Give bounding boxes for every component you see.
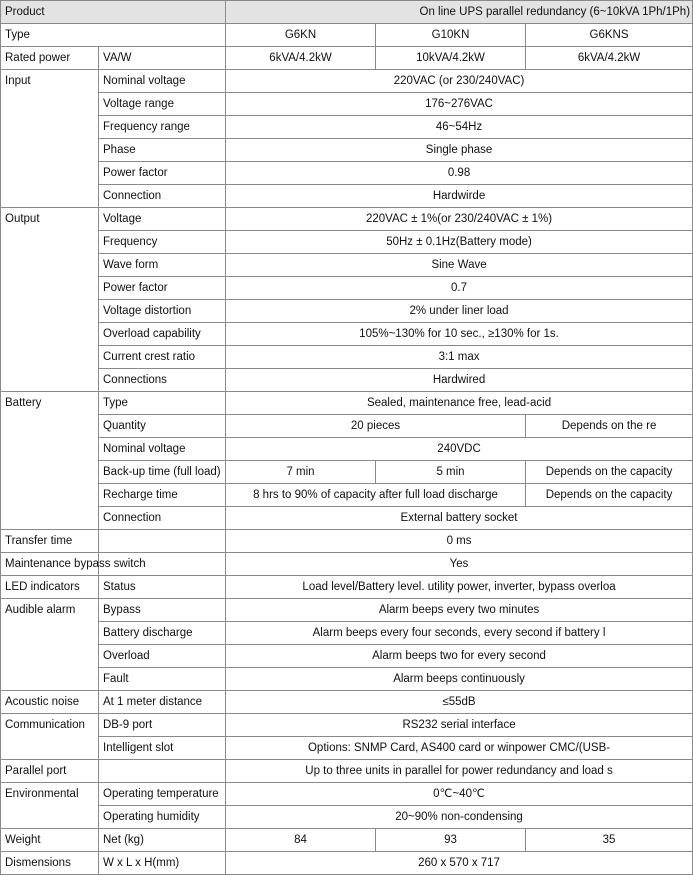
value-cell: Yes <box>226 553 693 576</box>
table-row <box>1 829 693 852</box>
group-label: LED indicators <box>1 576 99 599</box>
value-cell: ≤55dB <box>226 691 693 714</box>
row-label: VA/W <box>99 47 226 70</box>
group-label: Input <box>1 70 99 208</box>
group-label: Acoustic noise <box>1 691 99 714</box>
table-row <box>1 668 693 691</box>
value-cell: Single phase <box>226 139 693 162</box>
row-label: Frequency range <box>99 116 226 139</box>
group-label: Dismensions <box>1 852 99 875</box>
type-label: Type <box>1 24 226 47</box>
value-cell: 0.7 <box>226 277 693 300</box>
table-row <box>1 415 693 438</box>
value-cell: Depends on the capacity <box>526 484 693 507</box>
row-label: Overload capability <box>99 323 226 346</box>
value-cell: Sealed, maintenance free, lead-acid <box>226 392 693 415</box>
group-label: Battery <box>1 392 99 530</box>
table-row <box>1 461 693 484</box>
value-cell: Options: SNMP Card, AS400 card or winpower CMC/(USB- <box>226 737 693 760</box>
model-g10kn: G10KN <box>376 24 526 47</box>
row-label: Net (kg) <box>99 829 226 852</box>
row-label: Connection <box>99 507 226 530</box>
table-row <box>1 599 693 622</box>
row-label: Voltage distortion <box>99 300 226 323</box>
table-row <box>1 231 693 254</box>
group-label: Audible alarm <box>1 599 99 691</box>
table-row <box>1 208 693 231</box>
table-row <box>1 346 693 369</box>
header-product-row <box>1 1 693 24</box>
group-label: Parallel port <box>1 760 99 783</box>
table-row <box>1 323 693 346</box>
row-label: Fault <box>99 668 226 691</box>
table-row <box>1 806 693 829</box>
row-label: Quantity <box>99 415 226 438</box>
value-cell: 7 min <box>226 461 376 484</box>
value-cell: 93 <box>376 829 526 852</box>
row-label: Connections <box>99 369 226 392</box>
row-label: Nominal voltage <box>99 438 226 461</box>
table-row <box>1 576 693 599</box>
value-cell: Alarm beeps continuously <box>226 668 693 691</box>
value-cell: Up to three units in parallel for power redundancy and load s <box>226 760 693 783</box>
value-cell: 20 pieces <box>226 415 526 438</box>
value-cell: Sine Wave <box>226 254 693 277</box>
table-row <box>1 714 693 737</box>
table-row <box>1 622 693 645</box>
group-label: Rated power <box>1 47 99 70</box>
row-label: Type <box>99 392 226 415</box>
group-label: Environmental <box>1 783 99 829</box>
value-cell: 220VAC (or 230/240VAC) <box>226 70 693 93</box>
table-row <box>1 254 693 277</box>
table-row <box>1 438 693 461</box>
value-cell: 3:1 max <box>226 346 693 369</box>
table-row <box>1 553 693 576</box>
row-label: Bypass <box>99 599 226 622</box>
row-label: Operating temperature <box>99 783 226 806</box>
value-cell: 20~90% non-condensing <box>226 806 693 829</box>
group-label: Output <box>1 208 99 392</box>
row-label: DB-9 port <box>99 714 226 737</box>
value-cell: External battery socket <box>226 507 693 530</box>
table-row <box>1 691 693 714</box>
table-row <box>1 70 693 93</box>
row-label: Overload <box>99 645 226 668</box>
product-label: Product <box>1 1 226 24</box>
row-label: Back-up time (full load) <box>99 461 226 484</box>
value-cell: Hardwirde <box>226 185 693 208</box>
group-label: Weight <box>1 829 99 852</box>
row-label: Nominal voltage <box>99 70 226 93</box>
header-type-row <box>1 24 693 47</box>
table-row <box>1 484 693 507</box>
value-cell: RS232 serial interface <box>226 714 693 737</box>
value-cell: 8 hrs to 90% of capacity after full load discharge <box>226 484 526 507</box>
table-title: On line UPS parallel redundancy (6~10kVA 1Ph/1Ph) <box>226 1 693 24</box>
table-row <box>1 277 693 300</box>
group-label: Transfer time <box>1 530 99 553</box>
value-cell: 176~276VAC <box>226 93 693 116</box>
row-label: At 1 meter distance <box>99 691 226 714</box>
table-row <box>1 93 693 116</box>
row-label: Frequency <box>99 231 226 254</box>
value-cell: 35 <box>526 829 693 852</box>
row-label: Recharge time <box>99 484 226 507</box>
row-label: Operating humidity <box>99 806 226 829</box>
row-label: W x L x H(mm) <box>99 852 226 875</box>
table-row <box>1 645 693 668</box>
row-label: Status <box>99 576 226 599</box>
table-row <box>1 507 693 530</box>
value-cell: Hardwired <box>226 369 693 392</box>
table-row <box>1 139 693 162</box>
value-cell: 105%~130% for 10 sec., ≥130% for 1s. <box>226 323 693 346</box>
value-cell: Load level/Battery level. utility power, inverter, bypass overloa <box>226 576 693 599</box>
model-g6kn: G6KN <box>226 24 376 47</box>
value-cell: 220VAC ± 1%(or 230/240VAC ± 1%) <box>226 208 693 231</box>
group-label: Maintenance bypass switch <box>1 553 99 576</box>
value-cell: 6kVA/4.2kW <box>226 47 376 70</box>
value-cell: 46~54Hz <box>226 116 693 139</box>
value-cell: Depends on the capacity <box>526 461 693 484</box>
table-row <box>1 185 693 208</box>
value-cell: 0.98 <box>226 162 693 185</box>
value-cell: 240VDC <box>226 438 693 461</box>
table-row <box>1 783 693 806</box>
row-label: Intelligent slot <box>99 737 226 760</box>
row-label: Phase <box>99 139 226 162</box>
table-row <box>1 530 693 553</box>
table-row <box>1 737 693 760</box>
value-cell: 0℃~40℃ <box>226 783 693 806</box>
value-cell: 84 <box>226 829 376 852</box>
value-cell: 10kVA/4.2kW <box>376 47 526 70</box>
value-cell: 50Hz ± 0.1Hz(Battery mode) <box>226 231 693 254</box>
row-label <box>99 530 226 553</box>
row-label: Current crest ratio <box>99 346 226 369</box>
row-label <box>99 760 226 783</box>
value-cell: 5 min <box>376 461 526 484</box>
value-cell: Alarm beeps every four seconds, every second if battery l <box>226 622 693 645</box>
row-label: Voltage <box>99 208 226 231</box>
value-cell: 2% under liner load <box>226 300 693 323</box>
group-label: Communication <box>1 714 99 760</box>
row-label: Battery discharge <box>99 622 226 645</box>
value-cell: Depends on the re <box>526 415 693 438</box>
table-row <box>1 300 693 323</box>
value-cell: Alarm beeps two for every second <box>226 645 693 668</box>
row-label: Voltage range <box>99 93 226 116</box>
value-cell: 6kVA/4.2kW <box>526 47 693 70</box>
value-cell: 260 x 570 x 717 <box>226 852 693 875</box>
table-row <box>1 47 693 70</box>
row-label: Power factor <box>99 162 226 185</box>
row-label: Connection <box>99 185 226 208</box>
value-cell: Alarm beeps every two minutes <box>226 599 693 622</box>
table-row <box>1 162 693 185</box>
table-row <box>1 369 693 392</box>
spec-table-body <box>1 1 693 875</box>
table-row <box>1 760 693 783</box>
value-cell: 0 ms <box>226 530 693 553</box>
table-row <box>1 116 693 139</box>
table-row <box>1 852 693 875</box>
model-g6kns: G6KNS <box>526 24 693 47</box>
row-label: Power factor <box>99 277 226 300</box>
row-label: Wave form <box>99 254 226 277</box>
table-row <box>1 392 693 415</box>
